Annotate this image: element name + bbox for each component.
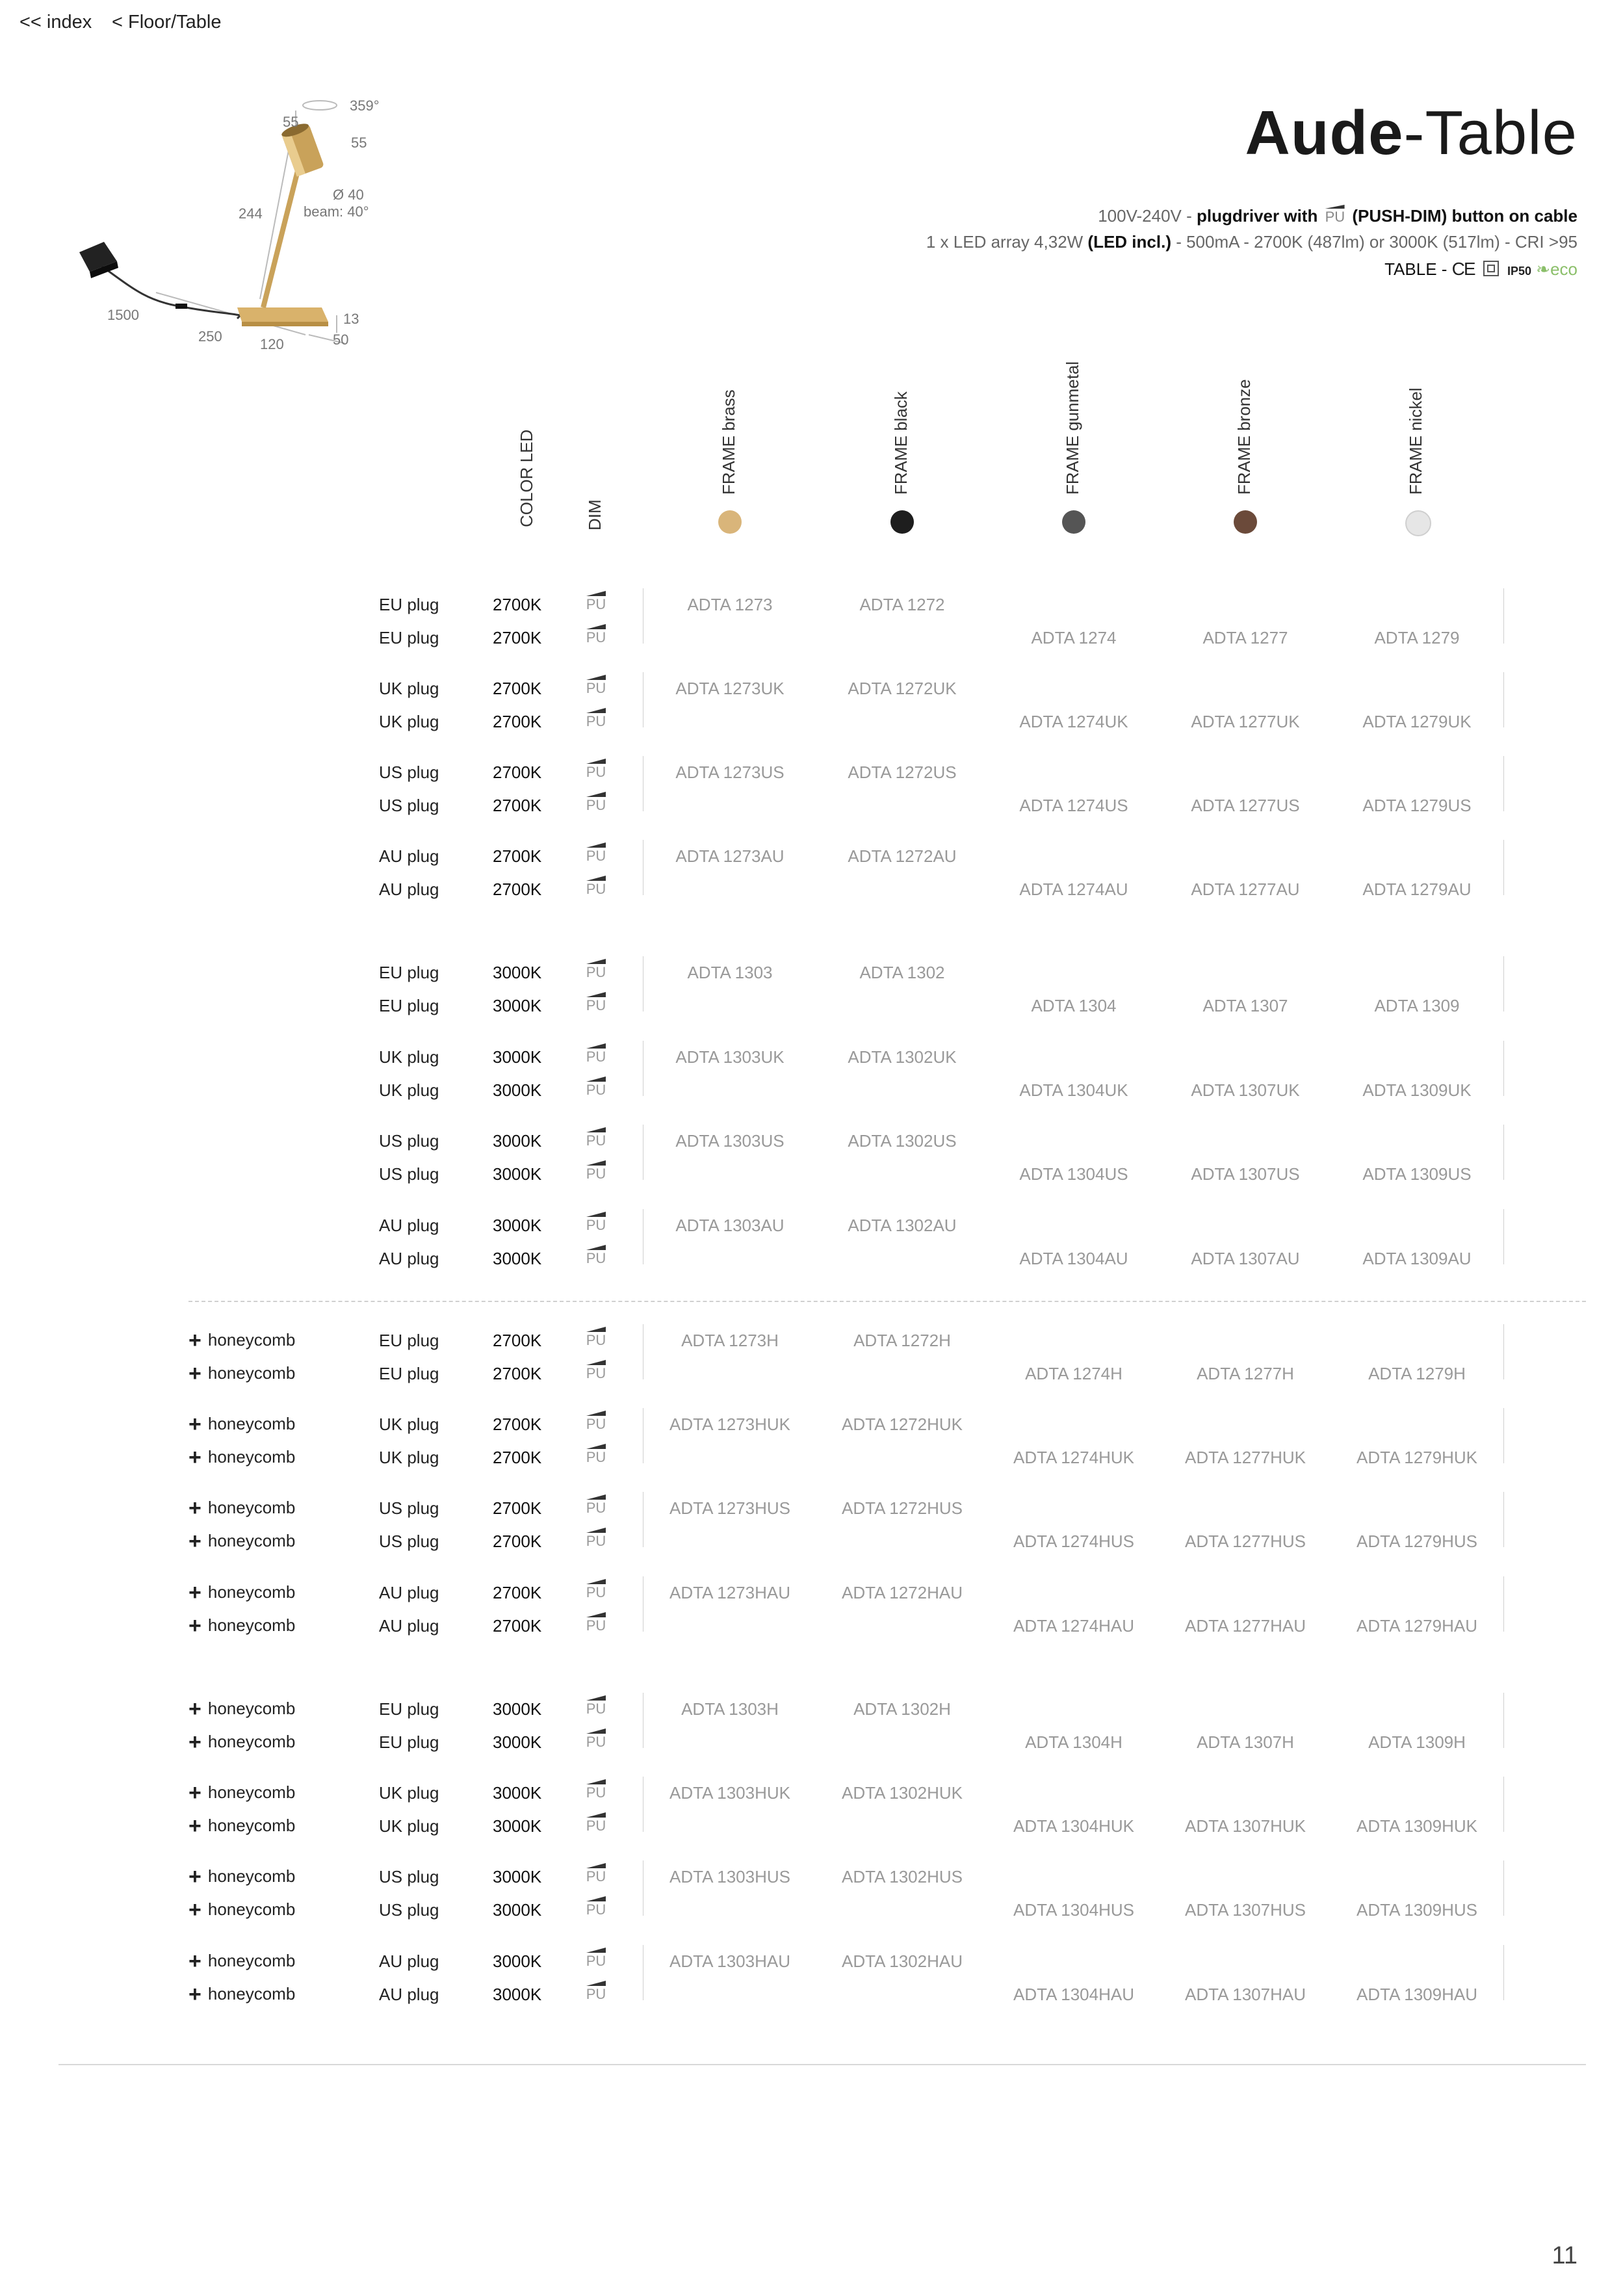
eco-leaf-icon: ❧	[1536, 259, 1551, 279]
color-temperature: 3000K	[493, 1047, 542, 1067]
dim-50: 50	[333, 332, 349, 348]
honeycomb-label	[188, 1781, 295, 1806]
article-code: ADTA 1279AU	[1362, 880, 1472, 899]
push-dim-icon: PU	[585, 1731, 607, 1751]
ip-rating: IP50	[1507, 265, 1532, 278]
color-temperature: 2700K	[493, 628, 542, 647]
push-dim-icon: PU	[585, 677, 607, 697]
honeycomb-label	[188, 1361, 295, 1387]
honeycomb-label	[188, 1898, 295, 1923]
article-code: ADTA 1272AU	[848, 846, 957, 866]
plus-icon: +	[188, 1328, 201, 1353]
honeycomb-text: honeycomb	[207, 1447, 296, 1467]
honeycomb-text: honeycomb	[207, 1498, 296, 1517]
article-code: ADTA 1303US	[675, 1131, 785, 1151]
dim-55-top: 55	[283, 114, 299, 130]
honeycomb-separator	[188, 1301, 1586, 1302]
plus-icon: +	[188, 1529, 201, 1554]
header-frame-4: FRAME nickel	[1406, 387, 1425, 495]
push-dim-icon: PU	[585, 1983, 607, 2003]
color-temperature: 3000K	[493, 1249, 542, 1268]
article-code: ADTA 1272	[859, 595, 945, 614]
plug-type: AU plug	[379, 880, 439, 899]
push-dim-icon: PU	[585, 1530, 607, 1550]
article-code: ADTA 1302HAU	[842, 1951, 963, 1971]
plus-icon: +	[188, 1412, 201, 1437]
header-frame-0: FRAME brass	[719, 389, 738, 495]
plug-type: EU plug	[379, 1699, 439, 1719]
article-code: ADTA 1304AU	[1019, 1249, 1128, 1268]
plug-type: US plug	[379, 796, 439, 815]
page-title: Aude-Table	[1245, 98, 1578, 168]
article-code: ADTA 1307AU	[1191, 1249, 1300, 1268]
row-divider-right	[1503, 1408, 1504, 1463]
article-code: ADTA 1273UK	[675, 679, 785, 698]
color-temperature: 2700K	[493, 1498, 542, 1518]
article-code: ADTA 1277HUK	[1185, 1448, 1306, 1467]
push-dim-icon: PU	[585, 1079, 607, 1099]
dim-height: 244	[239, 205, 263, 222]
color-temperature: 3000K	[493, 1900, 542, 1920]
plus-icon: +	[188, 1982, 201, 2007]
article-code: ADTA 1272HAU	[842, 1583, 963, 1602]
honeycomb-text: honeycomb	[207, 1984, 296, 2003]
push-dim-icon: PU	[585, 711, 607, 730]
eco-label: eco	[1550, 259, 1578, 279]
row-divider-right	[1503, 1777, 1504, 1832]
article-code: ADTA 1309HUK	[1357, 1816, 1477, 1836]
swatch-frame-1	[890, 510, 914, 534]
row-divider-right	[1503, 1125, 1504, 1180]
push-dim-icon: PU	[585, 1363, 607, 1382]
row-divider-right	[1503, 956, 1504, 1011]
honeycomb-text: honeycomb	[207, 1782, 296, 1802]
plus-icon: +	[188, 1898, 201, 1922]
push-dim-icon: PU	[585, 845, 607, 865]
article-code: ADTA 1307H	[1197, 1732, 1294, 1752]
plus-icon: +	[188, 1864, 201, 1889]
article-code: ADTA 1303UK	[675, 1047, 785, 1067]
article-code: ADTA 1302HUS	[842, 1867, 963, 1886]
honeycomb-label	[188, 1580, 295, 1606]
honeycomb-label	[188, 1529, 295, 1554]
article-code: ADTA 1307US	[1191, 1164, 1300, 1184]
row-divider-right	[1503, 840, 1504, 895]
dim-cable: 1500	[107, 307, 139, 323]
push-dim-icon: PU	[585, 1130, 607, 1149]
article-code: ADTA 1272H	[853, 1331, 951, 1350]
plug-type: US plug	[379, 1532, 439, 1551]
article-code: ADTA 1303AU	[675, 1216, 785, 1235]
color-temperature: 2700K	[493, 1364, 542, 1383]
article-code: ADTA 1309US	[1362, 1164, 1472, 1184]
article-code: ADTA 1277HUS	[1185, 1532, 1306, 1551]
article-code: ADTA 1279US	[1362, 796, 1472, 815]
article-code: ADTA 1274HUS	[1013, 1532, 1134, 1551]
row-divider-right	[1503, 588, 1504, 644]
color-temperature: 2700K	[493, 796, 542, 815]
push-dim-icon: PU	[585, 1698, 607, 1717]
color-temperature: 3000K	[493, 1985, 542, 2004]
article-code: ADTA 1304HUK	[1013, 1816, 1134, 1836]
row-divider-right	[1503, 1693, 1504, 1748]
plug-type: EU plug	[379, 1364, 439, 1383]
honeycomb-text: honeycomb	[207, 1951, 296, 1970]
article-code: ADTA 1273US	[675, 763, 785, 782]
article-code: ADTA 1273HUK	[669, 1415, 790, 1434]
page-number: 11	[1552, 2242, 1578, 2269]
color-temperature: 3000K	[493, 1699, 542, 1719]
plug-type: UK plug	[379, 1783, 439, 1803]
header-frame-3: FRAME bronze	[1234, 379, 1254, 495]
honeycomb-label	[188, 1730, 295, 1755]
article-code: ADTA 1307HUS	[1185, 1900, 1306, 1920]
plug-type: EU plug	[379, 628, 439, 647]
color-temperature: 2700K	[493, 763, 542, 782]
swatch-frame-4	[1405, 510, 1431, 536]
article-code: ADTA 1302HUK	[842, 1783, 963, 1803]
article-code: ADTA 1309HAU	[1357, 1985, 1477, 2004]
article-code: ADTA 1304UK	[1019, 1080, 1128, 1100]
plus-icon: +	[188, 1949, 201, 1974]
plug-type: UK plug	[379, 1816, 439, 1836]
article-code: ADTA 1302UK	[848, 1047, 957, 1067]
plug-type: UK plug	[379, 1415, 439, 1434]
honeycomb-label	[188, 1412, 295, 1437]
plug-type: UK plug	[379, 679, 439, 698]
color-temperature: 3000K	[493, 1816, 542, 1836]
dim-diameter: Ø 40	[333, 187, 364, 203]
article-code: ADTA 1307	[1202, 996, 1288, 1015]
push-dim-icon: PU	[585, 1247, 607, 1267]
color-temperature: 2700K	[493, 846, 542, 866]
push-dim-icon: PU	[585, 1582, 607, 1601]
article-code: ADTA 1274US	[1019, 796, 1128, 815]
article-code: ADTA 1277US	[1191, 796, 1300, 815]
color-temperature: 3000K	[493, 1080, 542, 1100]
push-dim-icon: PU	[585, 627, 607, 646]
article-code: ADTA 1273HAU	[669, 1583, 790, 1602]
plug-type: UK plug	[379, 712, 439, 731]
class2-icon	[1483, 261, 1499, 276]
plug-type: US plug	[379, 1164, 439, 1184]
plus-icon: +	[188, 1361, 201, 1386]
color-temperature: 2700K	[493, 880, 542, 899]
plug-type: US plug	[379, 763, 439, 782]
row-divider-right	[1503, 1860, 1504, 1916]
row-divider-right	[1503, 1209, 1504, 1264]
ce-mark-icon: CE	[1451, 259, 1475, 279]
article-code: ADTA 1279H	[1368, 1364, 1466, 1383]
push-dim-icon: PU	[585, 1329, 607, 1349]
color-temperature: 3000K	[493, 1951, 542, 1971]
header-color-led: COLOR LED	[517, 429, 536, 527]
honeycomb-text: honeycomb	[207, 1615, 296, 1635]
push-dim-icon: PU	[585, 878, 607, 898]
dim-120: 120	[260, 336, 284, 352]
plus-icon: +	[188, 1445, 201, 1470]
color-temperature: 2700K	[493, 712, 542, 731]
color-temperature: 2700K	[493, 1415, 542, 1434]
plus-icon: +	[188, 1781, 201, 1805]
article-code: ADTA 1273HUS	[669, 1498, 790, 1518]
row-divider-right	[1503, 1324, 1504, 1379]
color-temperature: 3000K	[493, 1164, 542, 1184]
article-code: ADTA 1277H	[1197, 1364, 1294, 1383]
article-code: ADTA 1274HAU	[1013, 1616, 1134, 1636]
article-code: ADTA 1309HUS	[1357, 1900, 1477, 1920]
plus-icon: +	[188, 1580, 201, 1605]
dim-beam: beam: 40°	[304, 203, 369, 220]
article-code: ADTA 1309H	[1368, 1732, 1466, 1752]
color-temperature: 2700K	[493, 1616, 542, 1636]
plug-type: AU plug	[379, 1985, 439, 2004]
plug-type: EU plug	[379, 1331, 439, 1350]
plus-icon: +	[188, 1613, 201, 1638]
honeycomb-text: honeycomb	[207, 1330, 296, 1350]
row-divider-right	[1503, 756, 1504, 811]
honeycomb-text: honeycomb	[207, 1531, 296, 1550]
honeycomb-label	[188, 1864, 295, 1890]
push-dim-icon: PU	[585, 1413, 607, 1433]
honeycomb-text: honeycomb	[207, 1699, 296, 1718]
spec-line-3: TABLE - CE IP50 ❧eco	[1384, 259, 1578, 279]
swatch-frame-2	[1062, 510, 1085, 534]
article-code: ADTA 1279UK	[1362, 712, 1472, 731]
push-dim-icon: PU	[585, 1046, 607, 1065]
article-code: ADTA 1277HAU	[1185, 1616, 1306, 1636]
footer-rule	[58, 2064, 1586, 2065]
color-temperature: 3000K	[493, 1216, 542, 1235]
push-dim-icon: PU	[585, 1782, 607, 1801]
row-divider-right	[1503, 1492, 1504, 1547]
spec-line-1: 100V-240V - plugdriver with PU (PUSH-DIM) button on cable	[1098, 206, 1578, 226]
article-code: ADTA 1273AU	[675, 846, 785, 866]
article-code: ADTA 1303HUK	[669, 1783, 790, 1803]
push-dim-icon: PU	[585, 1950, 607, 1970]
article-code: ADTA 1274	[1031, 628, 1117, 647]
article-code: ADTA 1279HUK	[1357, 1448, 1477, 1467]
push-dim-icon: PU	[585, 1214, 607, 1234]
article-code: ADTA 1274UK	[1019, 712, 1128, 731]
color-temperature: 3000K	[493, 1732, 542, 1752]
push-dim-icon: PU	[585, 961, 607, 981]
article-code: ADTA 1277	[1202, 628, 1288, 647]
floor-table-link[interactable]: < Floor/Table	[112, 12, 222, 33]
color-temperature: 3000K	[493, 1867, 542, 1886]
article-code: ADTA 1302H	[853, 1699, 951, 1719]
push-dim-icon: PU	[585, 1899, 607, 1918]
honeycomb-text: honeycomb	[207, 1414, 296, 1433]
spec-line-2: 1 x LED array 4,32W (LED incl.) - 500mA - 2700K (487lm) or 3000K (517lm) - CRI >95	[926, 232, 1578, 252]
index-link[interactable]: << index	[19, 12, 92, 33]
article-code: ADTA 1304HAU	[1013, 1985, 1134, 2004]
plus-icon: +	[188, 1697, 201, 1721]
honeycomb-text: honeycomb	[207, 1866, 296, 1886]
header-frame-2: FRAME gunmetal	[1063, 361, 1082, 495]
article-code: ADTA 1274HUK	[1013, 1448, 1134, 1467]
plug-type: UK plug	[379, 1448, 439, 1467]
dim-13: 13	[343, 311, 359, 327]
honeycomb-text: honeycomb	[207, 1732, 296, 1751]
article-code: ADTA 1274H	[1025, 1364, 1123, 1383]
row-divider-right	[1503, 1945, 1504, 2000]
article-code: ADTA 1272HUS	[842, 1498, 963, 1518]
push-dim-icon: PU	[585, 794, 607, 814]
color-temperature: 2700K	[493, 679, 542, 698]
plug-type: UK plug	[379, 1080, 439, 1100]
article-code: ADTA 1302	[859, 963, 945, 982]
article-code: ADTA 1277AU	[1191, 880, 1300, 899]
plug-type: AU plug	[379, 1616, 439, 1636]
color-temperature: 2700K	[493, 1331, 542, 1350]
row-divider-right	[1503, 1041, 1504, 1096]
plus-icon: +	[188, 1496, 201, 1520]
plug-type: AU plug	[379, 1216, 439, 1235]
push-dim-icon: PU	[585, 995, 607, 1014]
push-dim-icon: PU	[585, 1615, 607, 1634]
article-code: ADTA 1304US	[1019, 1164, 1128, 1184]
article-code: ADTA 1272US	[848, 763, 957, 782]
color-temperature: 2700K	[493, 1583, 542, 1602]
dim-250: 250	[198, 328, 222, 345]
article-code: ADTA 1302US	[848, 1131, 957, 1151]
article-code: ADTA 1307HAU	[1185, 1985, 1306, 2004]
color-temperature: 3000K	[493, 1783, 542, 1803]
article-code: ADTA 1304	[1031, 996, 1117, 1015]
article-code: ADTA 1279	[1374, 628, 1460, 647]
plus-icon: +	[188, 1730, 201, 1755]
article-code: ADTA 1303HAU	[669, 1951, 790, 1971]
row-divider-right	[1503, 1576, 1504, 1632]
article-code: ADTA 1279HUS	[1357, 1532, 1477, 1551]
swatch-frame-0	[718, 510, 742, 534]
article-code: ADTA 1277UK	[1191, 712, 1300, 731]
honeycomb-label	[188, 1496, 295, 1521]
honeycomb-label	[188, 1445, 295, 1470]
plus-icon: +	[188, 1814, 201, 1838]
article-code: ADTA 1307UK	[1191, 1080, 1300, 1100]
honeycomb-label	[188, 1814, 295, 1839]
article-code: ADTA 1309AU	[1362, 1249, 1472, 1268]
honeycomb-text: honeycomb	[207, 1363, 296, 1383]
honeycomb-label	[188, 1949, 295, 1974]
plug-type: EU plug	[379, 1732, 439, 1752]
honeycomb-text: honeycomb	[207, 1899, 296, 1919]
dim-55-side: 55	[351, 135, 367, 151]
article-code: ADTA 1272UK	[848, 679, 957, 698]
article-code: ADTA 1303	[687, 963, 773, 982]
color-temperature: 3000K	[493, 963, 542, 982]
plug-type: AU plug	[379, 1951, 439, 1971]
article-code: ADTA 1279HAU	[1357, 1616, 1477, 1636]
article-code: ADTA 1309	[1374, 996, 1460, 1015]
plug-type: US plug	[379, 1867, 439, 1886]
article-code: ADTA 1273	[687, 595, 773, 614]
push-dim-icon: PU	[585, 594, 607, 613]
article-code: ADTA 1272HUK	[842, 1415, 963, 1434]
honeycomb-label	[188, 1982, 295, 2007]
honeycomb-label	[188, 1697, 295, 1722]
header-dim: DIM	[585, 499, 604, 530]
push-dim-icon: PU	[585, 761, 607, 781]
honeycomb-text: honeycomb	[207, 1816, 296, 1835]
article-code: ADTA 1303H	[681, 1699, 779, 1719]
push-dim-icon: PU	[585, 1163, 607, 1182]
article-code: ADTA 1302AU	[848, 1216, 957, 1235]
article-code: ADTA 1304H	[1025, 1732, 1123, 1752]
row-divider-right	[1503, 672, 1504, 727]
color-temperature: 2700K	[493, 1448, 542, 1467]
plug-type: EU plug	[379, 996, 439, 1015]
article-code: ADTA 1274AU	[1019, 880, 1128, 899]
article-code: ADTA 1307HUK	[1185, 1816, 1306, 1836]
swatch-frame-3	[1234, 510, 1257, 534]
push-dim-icon: PU	[585, 1497, 607, 1517]
push-dim-icon: PU	[585, 1866, 607, 1885]
push-dim-icon: PU	[585, 1446, 607, 1466]
plug-type: US plug	[379, 1131, 439, 1151]
push-dim-icon: PU	[1325, 205, 1345, 226]
plug-type: EU plug	[379, 963, 439, 982]
color-temperature: 2700K	[493, 1532, 542, 1551]
article-code: ADTA 1304HUS	[1013, 1900, 1134, 1920]
push-dim-icon: PU	[585, 1815, 607, 1834]
color-temperature: 2700K	[493, 595, 542, 614]
plug-type: AU plug	[379, 1249, 439, 1268]
plug-type: US plug	[379, 1498, 439, 1518]
article-code: ADTA 1303HUS	[669, 1867, 790, 1886]
dim-rotation: 359°	[350, 98, 380, 114]
plug-type: AU plug	[379, 846, 439, 866]
article-code: ADTA 1309UK	[1362, 1080, 1472, 1100]
header-frame-1: FRAME black	[891, 391, 911, 495]
color-temperature: 3000K	[493, 996, 542, 1015]
plug-type: AU plug	[379, 1583, 439, 1602]
honeycomb-label	[188, 1328, 295, 1353]
honeycomb-text: honeycomb	[207, 1582, 296, 1602]
plug-type: EU plug	[379, 595, 439, 614]
plug-type: UK plug	[379, 1047, 439, 1067]
plug-type: US plug	[379, 1900, 439, 1920]
honeycomb-label	[188, 1613, 295, 1639]
article-code: ADTA 1273H	[681, 1331, 779, 1350]
color-temperature: 3000K	[493, 1131, 542, 1151]
